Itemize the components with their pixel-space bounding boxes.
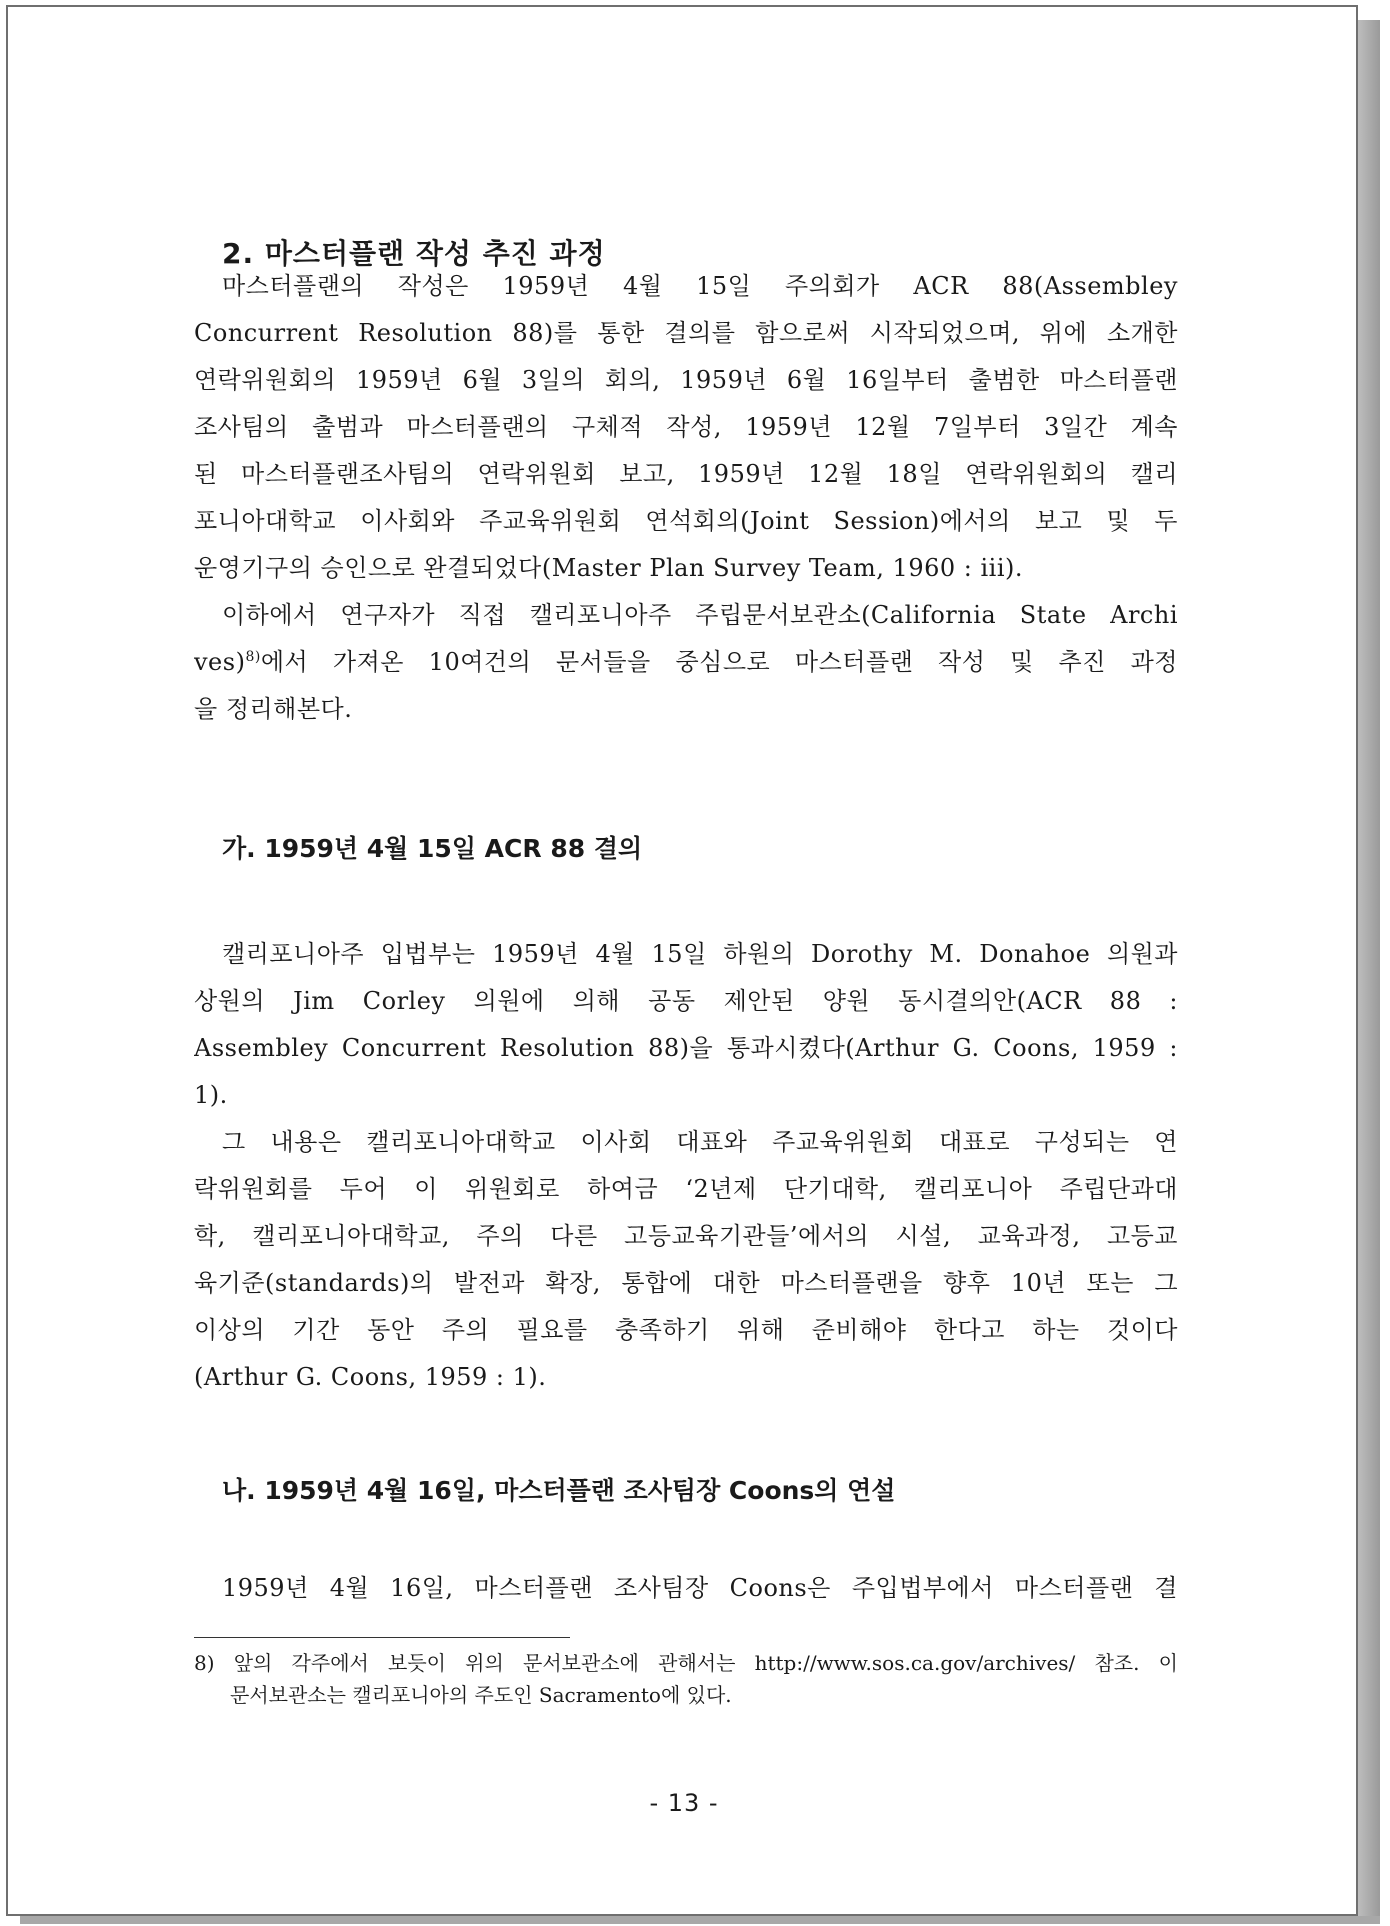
text-line: Assembley Concurrent Resolution 88)을 통과시켰다(Arthur G. Coons, 1959 : (194, 1034, 1178, 1062)
text-line: 이상의 기간 동안 주의 필요를 충족하기 위해 준비해야 한다고 하는 것이다 (194, 1316, 1178, 1344)
text-line: 상원의 Jim Corley 의원에 의해 공동 제안된 양원 동시결의안(ACR 88 : (194, 987, 1178, 1015)
section-heading: 2. 마스터플랜 작성 추진 과정 (222, 237, 606, 270)
subsection-heading-b: 나. 1959년 4월 16일, 마스터플랜 조사팀장 Coons의 연설 (222, 1476, 896, 1505)
text-fragment: 에서 가져온 10여건의 문서들을 중심으로 마스터플랜 작성 및 추진 과정 (260, 648, 1178, 676)
document-page (6, 5, 1358, 1916)
subsection-a-paragraph-1 (194, 931, 1178, 1119)
text-fragment: ves) (194, 648, 246, 676)
footnote-line: 문서보관소는 캘리포니아의 주도인 Sacramento에 있다. (230, 1683, 732, 1707)
footnote-divider (194, 1637, 570, 1638)
text-line: 연락위원회의 1959년 6월 3일의 회의, 1959년 6월 16일부터 출범한 마스터플랜 (194, 366, 1178, 394)
subsection-a-paragraph-2 (194, 1119, 1178, 1401)
text-line: 마스터플랜의 작성은 1959년 4월 15일 주의회가 ACR 88(Assembley (222, 272, 1178, 300)
page-number: - 13 - (649, 1789, 719, 1817)
page-shadow (1358, 20, 1380, 1921)
text-line: 조사팀의 출범과 마스터플랜의 구체적 작성, 1959년 12월 7일부터 3일간 계속 (194, 413, 1178, 441)
intro-paragraph-1 (194, 263, 1178, 592)
text-line: 1). (194, 1081, 228, 1109)
footnote-ref[interactable]: 8) (245, 649, 261, 665)
subsection-heading-a: 가. 1959년 4월 15일 ACR 88 결의 (222, 834, 643, 863)
text-line: 을 정리해본다. (194, 695, 353, 723)
text-line: 이하에서 연구자가 직접 캘리포니아주 주립문서보관소(California State Archi (222, 601, 1178, 629)
page-shadow-bottom (20, 1916, 1380, 1924)
text-line: 육기준(standards)의 발전과 확장, 통합에 대한 마스터플랜을 향후 10년 또는 그 (194, 1269, 1178, 1297)
text-line: Concurrent Resolution 88)를 통한 결의를 함으로써 시작되었으며, 위에 소개한 (194, 319, 1178, 347)
text-line: 운영기구의 승인으로 완결되었다(Master Plan Survey Team, 1960 : iii). (194, 554, 1023, 582)
text-line: (Arthur G. Coons, 1959 : 1). (194, 1363, 547, 1391)
text-line: 락위원회를 두어 이 위원회로 하여금 ‘2년제 단기대학, 캘리포니아 주립단과대 (194, 1175, 1178, 1203)
footnote (194, 1647, 1178, 1711)
text-line: 1959년 4월 16일, 마스터플랜 조사팀장 Coons은 주입법부에서 마스터플랜 결 (222, 1574, 1178, 1602)
text-line: 캘리포니아주 입법부는 1959년 4월 15일 하원의 Dorothy M. Donahoe 의원과 (222, 940, 1178, 968)
footnote-line: 8) 앞의 각주에서 보듯이 위의 문서보관소에 관해서는 http://www.sos.ca.gov/archives/ 참조. 이 (194, 1651, 1178, 1675)
subsection-b-paragraph-1 (194, 1565, 1178, 1612)
text-line: 된 마스터플랜조사팀의 연락위원회 보고, 1959년 12월 18일 연락위원회의 캘리 (194, 460, 1178, 488)
text-line: 학, 캘리포니아대학교, 주의 다른 고등교육기관들’에서의 시설, 교육과정, 고등교 (194, 1222, 1178, 1250)
text-line: 그 내용은 캘리포니아대학교 이사회 대표와 주교육위원회 대표로 구성되는 연 (222, 1128, 1178, 1156)
text-line (194, 639, 1178, 686)
intro-paragraph-2 (194, 592, 1178, 733)
text-line: 포니아대학교 이사회와 주교육위원회 연석회의(Joint Session)에서의 보고 및 두 (194, 507, 1178, 535)
